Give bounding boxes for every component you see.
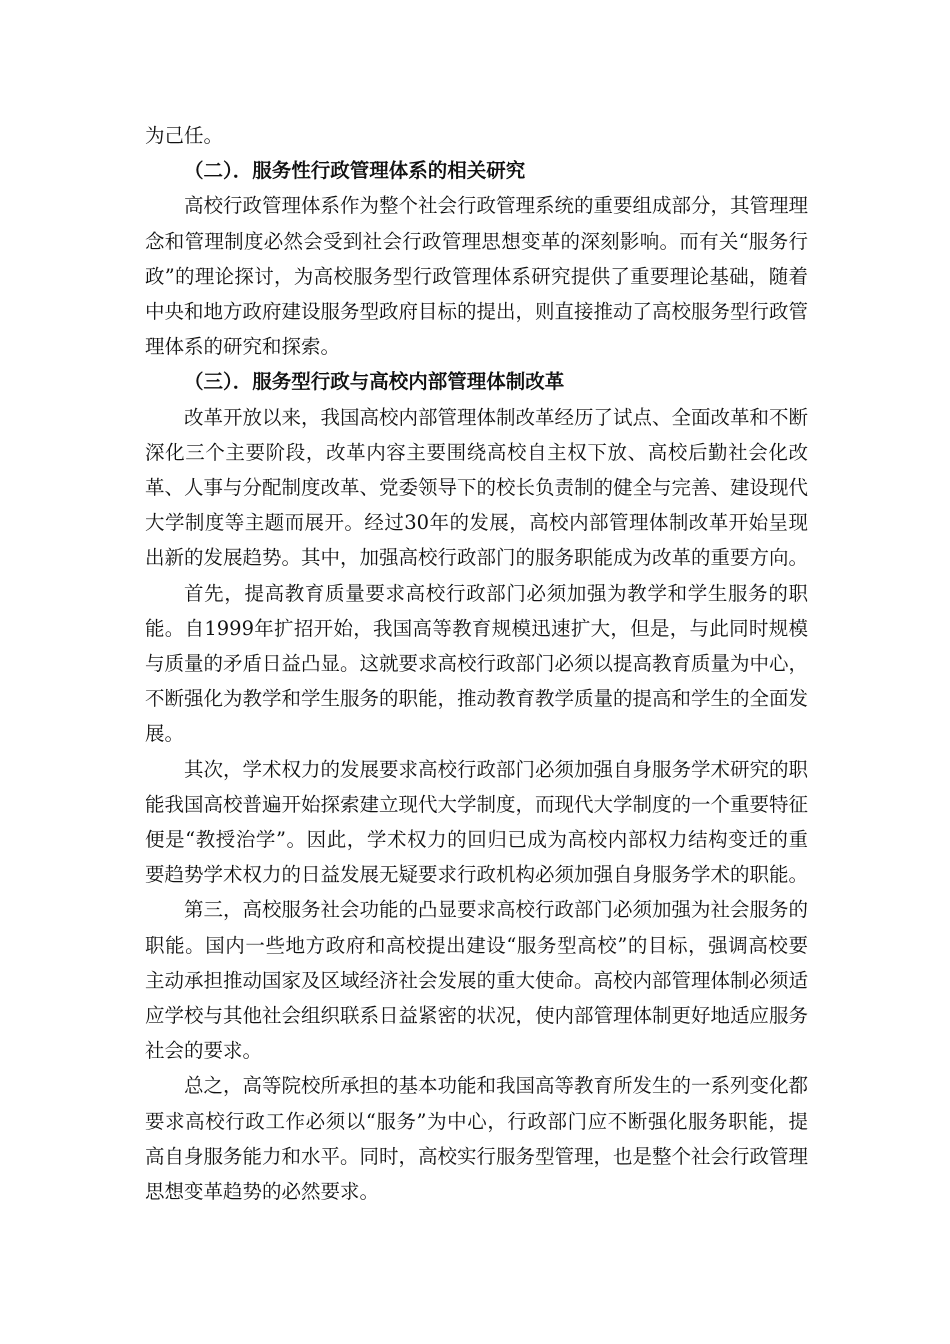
paragraph-3: 首先，提高教育质量要求高校行政部门必须加强为教学和学生服务的职能。自1999年扩招开始，我国高等教育规模迅速扩大，但是，与此同时规模与质量的矛盾日益凸显。这就要求高校行政部门必须以提高教育质量为中心，不断强化为教学和学生服务的职能，推动教育教学质量的提高和学生的全面发展。: [145, 581, 809, 746]
paragraph-6: 总之，高等院校所承担的基本功能和我国高等教育所发生的一系列变化都要求高校行政工作必须以“服务”为中心，行政部门应不断强化服务职能，提高自身服务能力和水平。同时，高校实行服务型管理，也是整个社会行政管理思想变革趋势的必然要求。: [145, 1074, 809, 1204]
continuation-text: 为己任。: [145, 124, 224, 147]
paragraph-1: 高校行政管理体系作为整个社会行政管理系统的重要组成部分，其管理理念和管理制度必然会受到社会行政管理思想变革的深刻影响。而有关“服务行政”的理论探讨，为高校服务型行政管理体系研究提供了重要理论基础，随着中央和地方政府建设服务型政府目标的提出，则直接推动了高校服务型行政管理体系的研究和探索。: [145, 194, 809, 359]
document-body: [145, 118, 808, 1209]
section-heading-3: （三）．服务型行政与高校内部管理体制改革: [184, 370, 565, 394]
paragraph-4: 其次，学术权力的发展要求高校行政部门必须加强自身服务学术研究的职能我国高校普遍开始探索建立现代大学制度，而现代大学制度的一个重要特征便是“教授治学”。因此，学术权力的回归已成为高校内部权力结构变迁的重要趋势学术权力的日益发展无疑要求行政机构必须加强自身服务学术的职能。: [145, 757, 809, 887]
section-heading-2: （二）．服务性行政管理体系的相关研究: [184, 159, 526, 183]
paragraph-5: 第三，高校服务社会功能的凸显要求高校行政部门必须加强为社会服务的职能。国内一些地方政府和高校提出建设“服务型高校”的目标，强调高校要主动承担推动国家及区域经济社会发展的重大使命。高校内部管理体制必须适应学校与其他社会组织联系日益紧密的状况，使内部管理体制更好地适应服务社会的要求。: [145, 898, 809, 1063]
paragraph-2: 改革开放以来，我国高校内部管理体制改革经历了试点、全面改革和不断深化三个主要阶段，改革内容主要围绕高校自主权下放、高校后勤社会化改革、人事与分配制度改革、党委领导下的校长负责制的健全与完善、建设现代大学制度等主题而展开。经过30年的发展，高校内部管理体制改革开始呈现出新的发展趋势。其中，加强高校行政部门的服务职能成为改革的重要方向。: [145, 405, 809, 570]
